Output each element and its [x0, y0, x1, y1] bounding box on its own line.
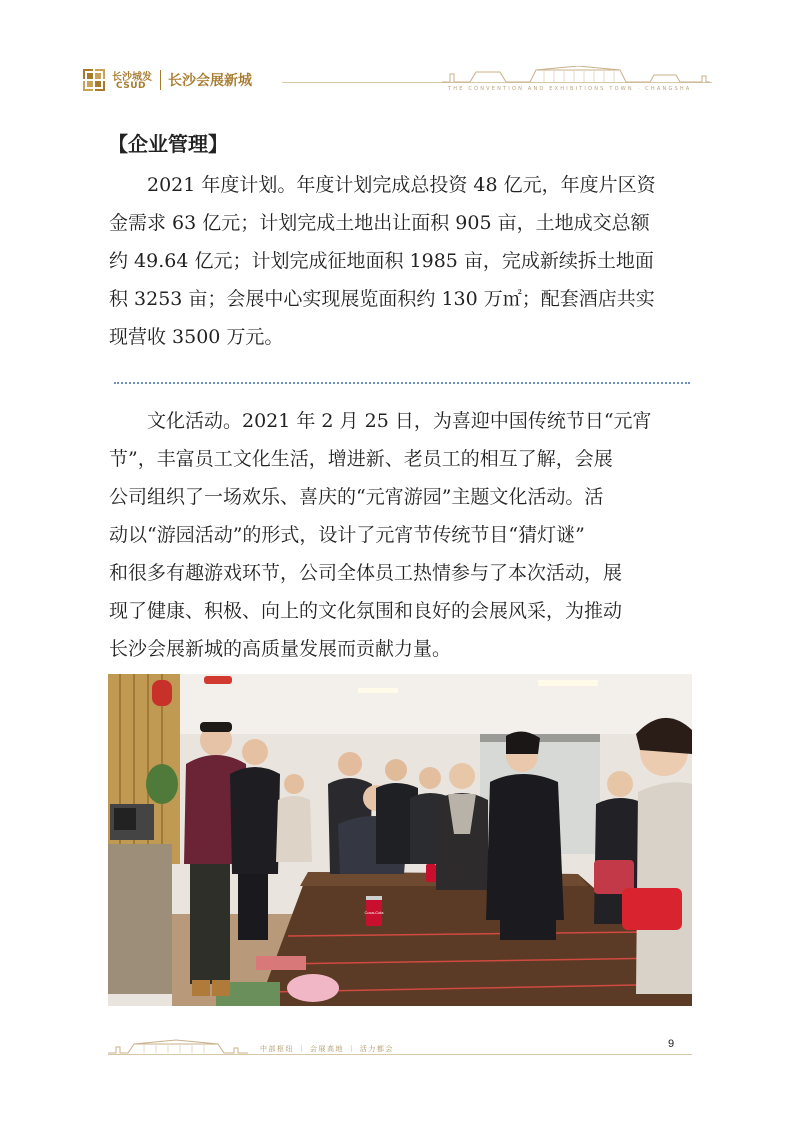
paragraph-line: 金需求 63 亿元；计划完成土地出让面积 905 亩，土地成交总额 [109, 212, 650, 234]
skyline-icon [440, 66, 712, 84]
paragraph-line: 约 49.64 亿元；计划完成征地面积 1985 亩，完成新续拆土地面 [109, 250, 654, 272]
paragraph-line: 现了健康、积极、向上的文化氛围和良好的会展风采，为推动 [109, 600, 623, 622]
paragraph-line: 2021 年度计划。年度计划完成总投资 48 亿元，年度片区资 [109, 174, 656, 196]
paragraph-annual-plan [109, 166, 693, 356]
page-header [82, 64, 714, 100]
footer-skyline-icon [108, 1038, 248, 1054]
section-title: 【企业管理】 [108, 132, 228, 156]
logo-english-text: CSUD [116, 81, 147, 91]
event-photo [108, 674, 692, 1006]
paragraph-line: 文化活动。2021 年 2 月 25 日，为喜迎中国传统节日“元宵 [109, 410, 652, 432]
can-label: Coca-Cola [364, 910, 384, 915]
paragraph-line: 积 3253 亩；会展中心实现展览面积约 130 万㎡；配套酒店共实 [109, 288, 655, 310]
paragraph-line: 现营收 3500 万元。 [109, 326, 284, 348]
csud-logo-icon [82, 68, 108, 92]
logo-chinese-text: 长沙城发 [112, 72, 152, 83]
header-title: 长沙会展新城 [168, 73, 252, 89]
paragraph-line: 节”，丰富员工文化生活，增进新、老员工的相互了解，会展 [109, 448, 613, 470]
paragraph-culture-activity [109, 402, 693, 668]
paragraph-line: 和很多有趣游戏环节，公司全体员工热情参与了本次活动，展 [109, 562, 623, 584]
paragraph-line: 公司组织了一场欢乐、喜庆的“元宵游园”主题文化活动。活 [109, 486, 604, 508]
header-tagline: THE CONVENTION AND EXHIBITIONS TOWN · CHANGSHA [448, 86, 692, 92]
page-number: 9 [668, 1038, 675, 1050]
footer-slogan: 中部枢纽 ｜ 会展高地 ｜ 活力都会 [260, 1045, 394, 1053]
dotted-divider [114, 382, 690, 384]
page-footer [108, 1036, 692, 1060]
logo-divider [160, 70, 161, 90]
paragraph-line: 动以“游园活动”的形式，设计了元宵节传统节目“猜灯谜” [109, 524, 585, 546]
footer-rule [108, 1054, 692, 1055]
paragraph-line: 长沙会展新城的高质量发展而贡献力量。 [109, 638, 452, 660]
